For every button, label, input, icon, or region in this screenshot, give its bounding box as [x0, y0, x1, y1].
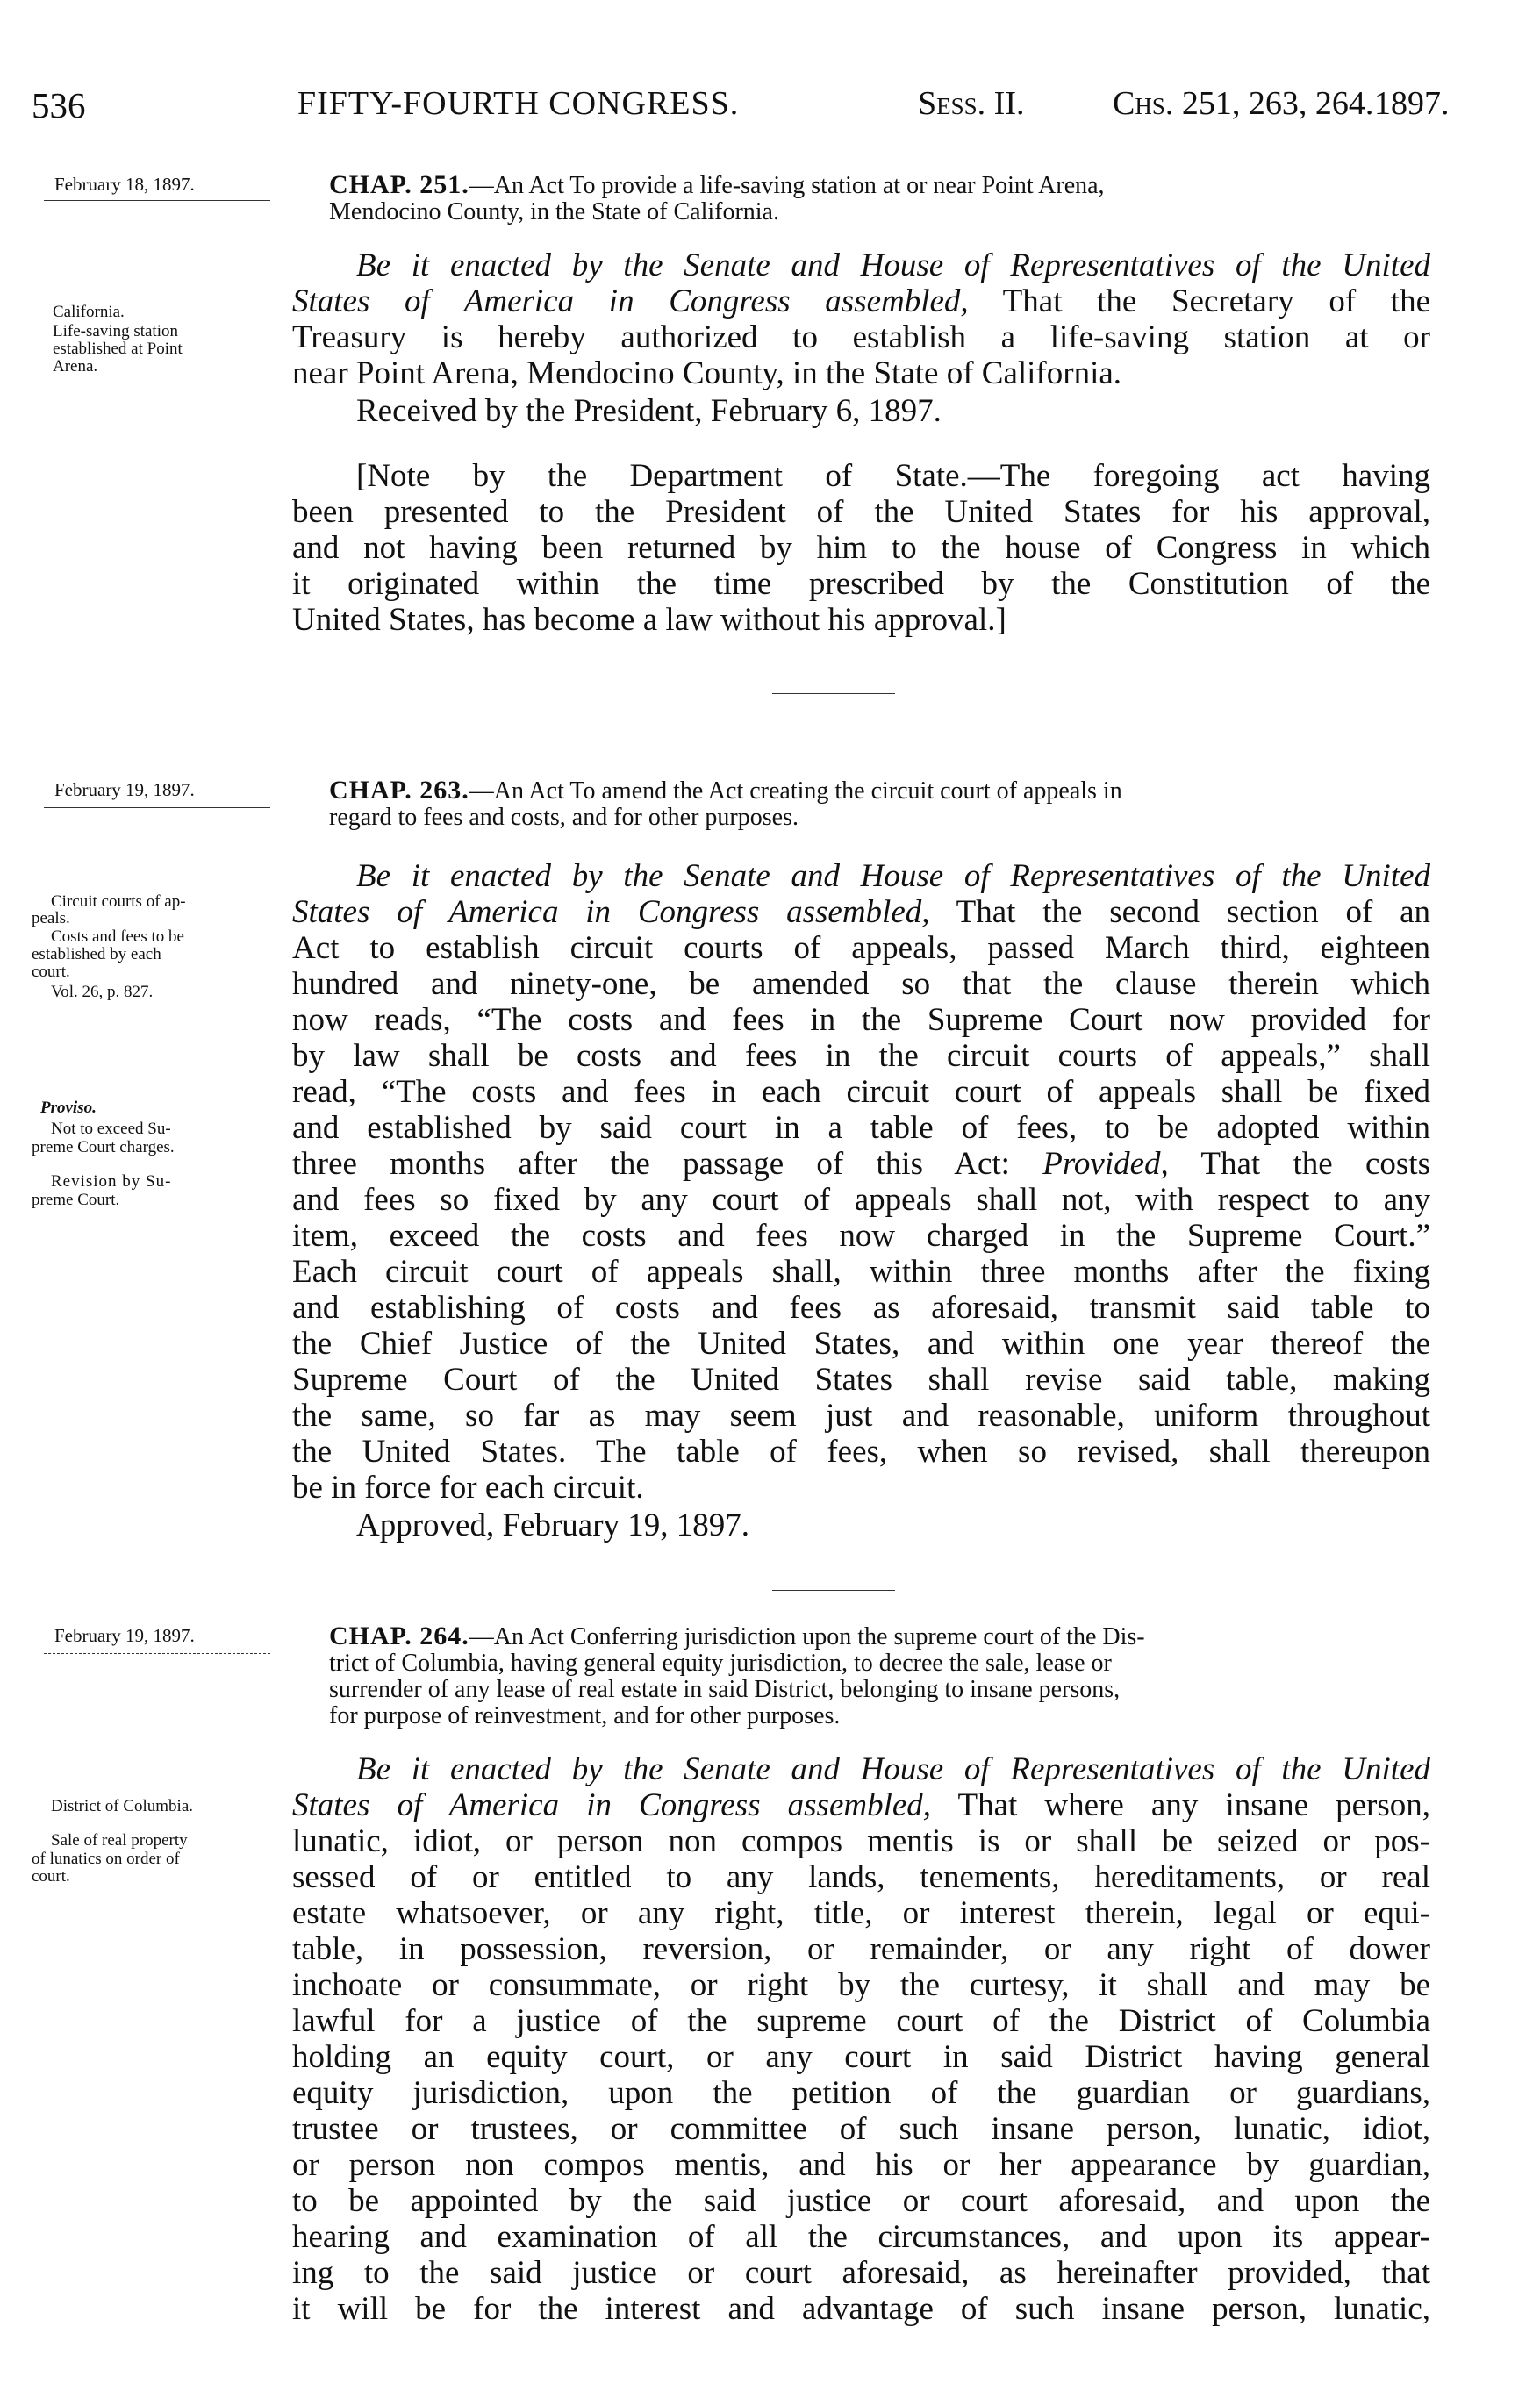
chapter-title-line: for purpose of reinvestment, and for other purposes.: [329, 1702, 841, 1729]
margin-rule: [44, 200, 270, 201]
proviso-word: Provided,: [1042, 1146, 1169, 1182]
margin-note: established by each: [32, 945, 161, 963]
body-line: [292, 1145, 1430, 1180]
body-text: That the second section of an: [929, 894, 1430, 930]
body-line: hundred and ninety-one, be amended so that the clause therein which: [292, 966, 1430, 1002]
margin-note: Revision by Su-: [51, 1172, 172, 1191]
body-line: the Chief Justice of the United States, and within one year thereof the: [292, 1326, 1430, 1362]
year-label: 1897.: [1374, 85, 1450, 122]
body-line: and fees so fixed by any court of appeals shall not, with respect to any: [292, 1182, 1430, 1218]
chapter-number: CHAP. 264.: [329, 1621, 469, 1650]
running-header: [32, 84, 1450, 128]
margin-note: Costs and fees to be: [51, 927, 184, 946]
enacting-clause: Be it enacted by the Senate and House of Representatives of the United: [356, 247, 1430, 283]
enacting-clause: Be it enacted by the Senate and House of Representatives of the United: [356, 1751, 1430, 1787]
margin-note: preme Court charges.: [32, 1138, 175, 1156]
body-line: it will be for the interest and advantage of such insane person, lunatic,: [292, 2291, 1430, 2327]
chapter-title-line: surrender of any lease of real estate in said District, belonging to insane persons,: [329, 1676, 1121, 1703]
body-line: equity jurisdiction, upon the petition of the guardian or guardians,: [292, 2075, 1430, 2111]
session-label: Sess. II.: [918, 85, 1025, 122]
margin-note: Vol. 26, p. 827.: [51, 983, 154, 1001]
chapter-title: [329, 172, 1430, 225]
margin-note: preme Court.: [32, 1191, 120, 1209]
margin-note: Not to exceed Su-: [51, 1120, 171, 1138]
body-line: ing to the said justice or court aforesaid, as hereinafter provided, that: [292, 2255, 1430, 2291]
body-line: table, in possession, reversion, or remainder, or any right of dower: [292, 1931, 1430, 1967]
body-line: trustee or trustees, or committee of such insane person, lunatic, idiot,: [292, 2111, 1430, 2147]
body-line: Each circuit court of appeals shall, within three months after the fixing: [292, 1254, 1430, 1290]
margin-rule: [44, 807, 270, 808]
note-line: it originated within the time prescribed by the Constitution of the: [292, 566, 1430, 602]
chapter-title-line: —An Act To amend the Act creating the circuit court of appeals in: [469, 777, 1122, 805]
body-text: That the costs: [1168, 1146, 1430, 1182]
chapter-number: CHAP. 251.: [329, 170, 469, 199]
body-line: [292, 283, 1430, 318]
margin-note: California.: [53, 303, 125, 321]
body-line: or person non compos mentis, and his or her appearance by guardian,: [292, 2147, 1430, 2183]
chapter-title-line: —An Act Conferring jurisdiction upon the supreme court of the Dis-: [469, 1623, 1145, 1650]
page-number: 536: [32, 85, 86, 125]
body-line: item, exceed the costs and fees now charged in the Supreme Court.”: [292, 1218, 1430, 1254]
margin-note: Circuit courts of ap-: [51, 892, 186, 911]
enacting-clause: Be it enacted by the Senate and House of Representatives of the United: [356, 858, 1430, 894]
margin-date: February 19, 1897.: [54, 779, 195, 800]
body-line: to be appointed by the said justice or court aforesaid, and upon the: [292, 2183, 1430, 2219]
body-line: [292, 893, 1430, 928]
enacting-clause-cont: States of America in Congress assembled,: [292, 1787, 932, 1823]
margin-note: established at Point: [53, 340, 183, 358]
note-line: [Note by the Department of State.—The foregoing act having: [356, 458, 1430, 494]
body-text: That where any insane person,: [931, 1787, 1431, 1823]
enacting-clause-cont: States of America in Congress assembled,: [292, 283, 969, 319]
chapter-title-line: Mendocino County, in the State of California.: [329, 198, 779, 225]
body-line: the same, so far as may seem just and reasonable, uniform throughout: [292, 1398, 1430, 1434]
body-line: near Point Arena, Mendocino County, in the State of California.: [292, 355, 1122, 391]
body-line: lawful for a justice of the supreme court of the District of Columbia: [292, 2003, 1430, 2039]
chapter-title: [329, 777, 1430, 831]
margin-note: Sale of real property: [51, 1831, 188, 1850]
margin-date: February 19, 1897.: [54, 1625, 195, 1646]
body-line: by law shall be costs and fees in the circuit courts of appeals,” shall: [292, 1038, 1430, 1074]
body-line: Treasury is hereby authorized to establish a life-saving station at or: [292, 319, 1430, 355]
margin-note: of lunatics on order of: [32, 1850, 180, 1868]
body-line: be in force for each circuit.: [292, 1470, 644, 1506]
note-line: and not having been returned by him to the house of Congress in which: [292, 530, 1430, 566]
margin-rule: [44, 1653, 270, 1654]
body-line: read, “The costs and fees in each circuit court of appeals shall be fixed: [292, 1074, 1430, 1110]
body-line: Act to establish circuit courts of appeals, passed March third, eighteen: [292, 930, 1430, 966]
chapters-label: Chs. 251, 263, 264.: [1113, 85, 1374, 122]
margin-note: Life-saving station: [53, 322, 178, 340]
body-line: the United States. The table of fees, when so revised, shall thereupon: [292, 1434, 1430, 1470]
body-line: estate whatsoever, or any right, title, or interest therein, legal or equi-: [292, 1895, 1430, 1931]
body-line: hearing and examination of all the circumstances, and upon its appear-: [292, 2219, 1430, 2255]
margin-note: Proviso.: [40, 1099, 97, 1117]
body-line: sessed of or entitled to any lands, tenements, hereditaments, or real: [292, 1859, 1430, 1895]
margin-note: peals.: [32, 909, 70, 927]
note-line: United States, has become a law without his approval.]: [292, 602, 1006, 638]
enacting-clause-cont: States of America in Congress assembled,: [292, 894, 930, 930]
body-line: and establishing of costs and fees as aforesaid, transmit said table to: [292, 1290, 1430, 1326]
note-line: been presented to the President of the United States for his approval,: [292, 494, 1430, 530]
body-line: [292, 1786, 1430, 1822]
margin-note: Arena.: [53, 357, 98, 376]
body-line: and established by said court in a table of fees, to be adopted within: [292, 1110, 1430, 1146]
margin-note: court.: [32, 963, 70, 981]
received-line: Received by the President, February 6, 1897.: [356, 393, 942, 429]
chapter-title: [329, 1623, 1430, 1729]
body-line: lunatic, idiot, or person non compos mentis is or shall be seized or pos-: [292, 1823, 1430, 1859]
congress-title: FIFTY-FOURTH CONGRESS.: [297, 85, 740, 122]
section-separator: [772, 1590, 895, 1591]
approved-line: Approved, February 19, 1897.: [356, 1507, 750, 1543]
chapter-title-line: trict of Columbia, having general equity jurisdiction, to decree the sale, lease or: [329, 1650, 1112, 1677]
body-line: inchoate or consummate, or right by the curtesy, it shall and may be: [292, 1967, 1430, 2003]
body-line: now reads, “The costs and fees in the Supreme Court now provided for: [292, 1002, 1430, 1038]
body-text: That the Secretary of the: [968, 283, 1430, 319]
margin-date: February 18, 1897.: [54, 174, 195, 195]
body-line: Supreme Court of the United States shall revise said table, making: [292, 1362, 1430, 1398]
chapter-title-line: regard to fees and costs, and for other purposes.: [329, 804, 799, 831]
chapter-number: CHAP. 263.: [329, 776, 469, 805]
margin-note: court.: [32, 1867, 70, 1886]
body-line: holding an equity court, or any court in said District having general: [292, 2039, 1430, 2075]
margin-note: District of Columbia.: [51, 1797, 194, 1815]
body-text: three months after the passage of this Act:: [292, 1146, 1010, 1182]
chapter-title-line: —An Act To provide a life-saving station at or near Point Arena,: [469, 172, 1105, 199]
section-separator: [772, 693, 895, 694]
